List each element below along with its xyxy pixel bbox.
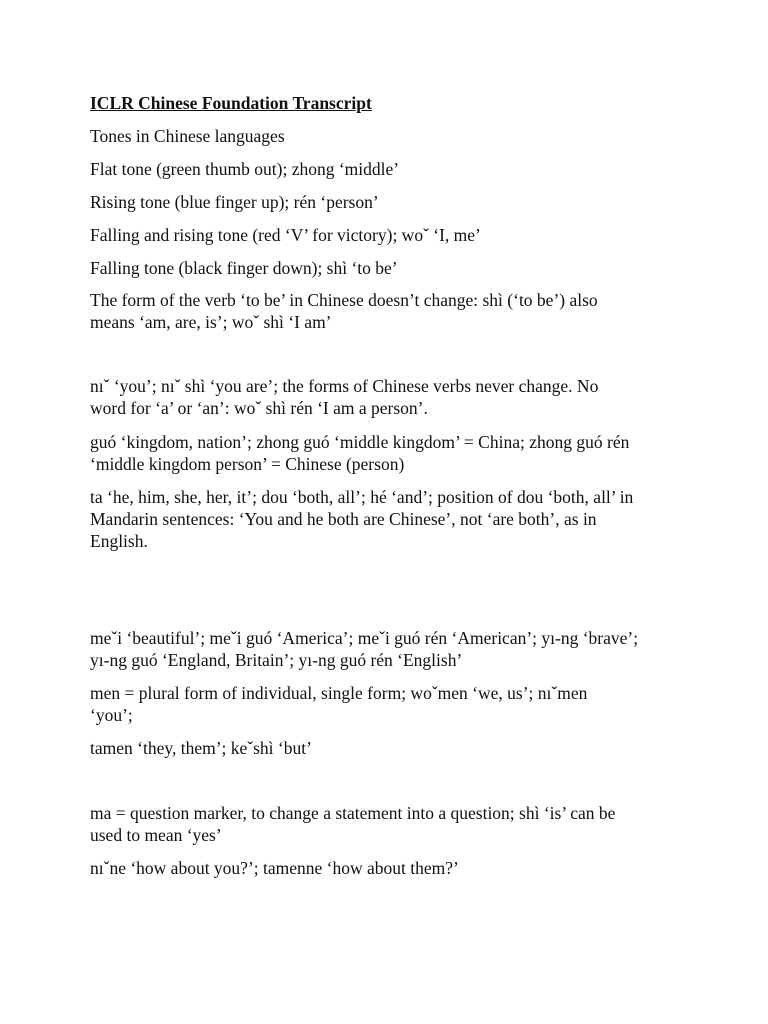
document-title: ICLR Chinese Foundation Transcript (90, 93, 372, 113)
paragraph-kingdom: guó ‘kingdom, nation’; zhong guó ‘middle kingdom’ = China; zhong guó rén ‘middle kingdom person’ = Chinese (person) (90, 432, 630, 474)
paragraph-pronouns: ta ‘he, him, she, her, it’; dou ‘both, all’; hé ‘and’; position of dou ‘both, all’ in Mandarin sentences: ‘You and he both are Chinese’, not ‘are both’, as in English. (90, 487, 634, 551)
paragraph-falling-rising-tone: Falling and rising tone (red ‘V’ for victory); woˇ ‘I, me’ (90, 225, 481, 245)
paragraph-how-about: nıˇne ‘how about you?’; tamenne ‘how about them?’ (90, 858, 459, 878)
paragraph-falling-tone: Falling tone (black finger down); shì ‘to be’ (90, 258, 398, 278)
paragraph-countries: meˇi ‘beautiful’; meˇi guó ‘America’; meˇi guó rén ‘American’; yı-ng ‘brave’; yı-ng guó ‘England, Britain’; yı-ng guó rén ‘English’ (90, 628, 639, 670)
paragraph-tones-intro: Tones in Chinese languages (90, 126, 285, 146)
paragraph-they-but: tamen ‘they, them’; keˇshì ‘but’ (90, 738, 312, 758)
paragraph-rising-tone: Rising tone (blue finger up); rén ‘person’ (90, 192, 379, 212)
paragraph-verb-to-be: The form of the verb ‘to be’ in Chinese doesn’t change: shì (‘to be’) also means ‘am, are, is’; woˇ shì ‘I am’ (90, 290, 598, 332)
paragraph-plural: men = plural form of individual, single form; woˇmen ‘we, us’; nıˇmen ‘you’; (90, 683, 588, 725)
paragraph-question-marker: ma = question marker, to change a statement into a question; shì ‘is’ can be used to mean ‘yes’ (90, 803, 616, 845)
paragraph-flat-tone: Flat tone (green thumb out); zhong ‘middle’ (90, 159, 400, 179)
paragraph-you: nıˇ ‘you’; nıˇ shì ‘you are’; the forms of Chinese verbs never change. No word for ‘a’ or ‘an’: woˇ shì rén ‘I am a person’. (90, 376, 599, 418)
